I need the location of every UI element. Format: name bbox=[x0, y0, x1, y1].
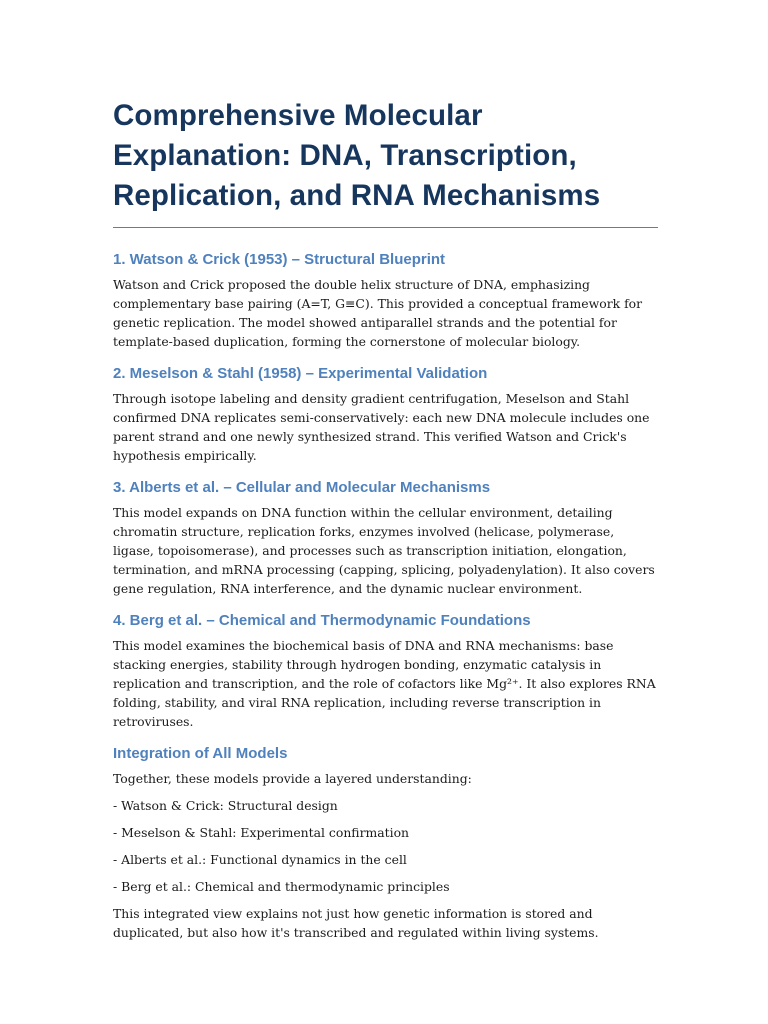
section-berg bbox=[113, 611, 658, 731]
section-watson-crick bbox=[113, 250, 658, 351]
section-body: Watson and Crick proposed the double helix structure of DNA, emphasizing complementary base pairing (A=T, G≡C). This provided a conceptual framework for genetic replication. The model showed antiparallel strands and the potential for template-based duplication, forming the cornerstone of molecular biology. bbox=[113, 277, 643, 349]
section-alberts bbox=[113, 478, 658, 598]
section-body: Through isotope labeling and density gradient centrifugation, Meselson and Stahl confirmed DNA replicates semi-conservatively: each new DNA molecule includes one parent strand and one newly synthesized strand. This verified Watson and Crick's hypothesis empirically. bbox=[113, 391, 650, 463]
section-body: This model examines the biochemical basis of DNA and RNA mechanisms: base stacking energies, stability through hydrogen bonding, enzymatic catalysis in replication and transcription, and the role of cofactors like Mg²⁺. It also explores RNA folding, stability, and viral RNA replication, including reverse transcription in retroviruses. bbox=[113, 638, 656, 729]
section-heading: 2. Meselson & Stahl (1958) – Experimental Validation bbox=[113, 365, 488, 382]
section-heading: 3. Alberts et al. – Cellular and Molecular Mechanisms bbox=[113, 479, 491, 496]
list-item: - Watson & Crick: Structural design bbox=[113, 798, 338, 813]
section-meselson-stahl bbox=[113, 364, 658, 465]
section-heading: 4. Berg et al. – Chemical and Thermodynamic Foundations bbox=[113, 612, 531, 629]
section-heading: 1. Watson & Crick (1953) – Structural Blueprint bbox=[113, 251, 446, 268]
integration-closing: This integrated view explains not just how genetic information is stored and duplicated, but also how it's transcribed and regulated within living systems. bbox=[113, 906, 599, 940]
list-item: - Alberts et al.: Functional dynamics in the cell bbox=[113, 852, 407, 867]
list-item: - Berg et al.: Chemical and thermodynamic principles bbox=[113, 879, 450, 894]
section-heading: Integration of All Models bbox=[113, 745, 288, 762]
integration-intro: Together, these models provide a layered understanding: bbox=[113, 771, 472, 786]
section-integration bbox=[113, 744, 658, 942]
list-item: - Meselson & Stahl: Experimental confirmation bbox=[113, 825, 410, 840]
section-body: This model expands on DNA function within the cellular environment, detailing chromatin structure, replication forks, enzymes involved (helicase, polymerase, ligase, topoisomerase), and processes such as transcription initiation, elongation, termination, and mRNA processing (capping, splicing, polyadenylation). It also covers gene regulation, RNA interference, and the dynamic nuclear environment. bbox=[113, 505, 655, 596]
document-page bbox=[113, 96, 658, 942]
document-title: Comprehensive Molecular Explanation: DNA, Transcription, Replication, and RNA Mechanisms bbox=[113, 96, 658, 228]
